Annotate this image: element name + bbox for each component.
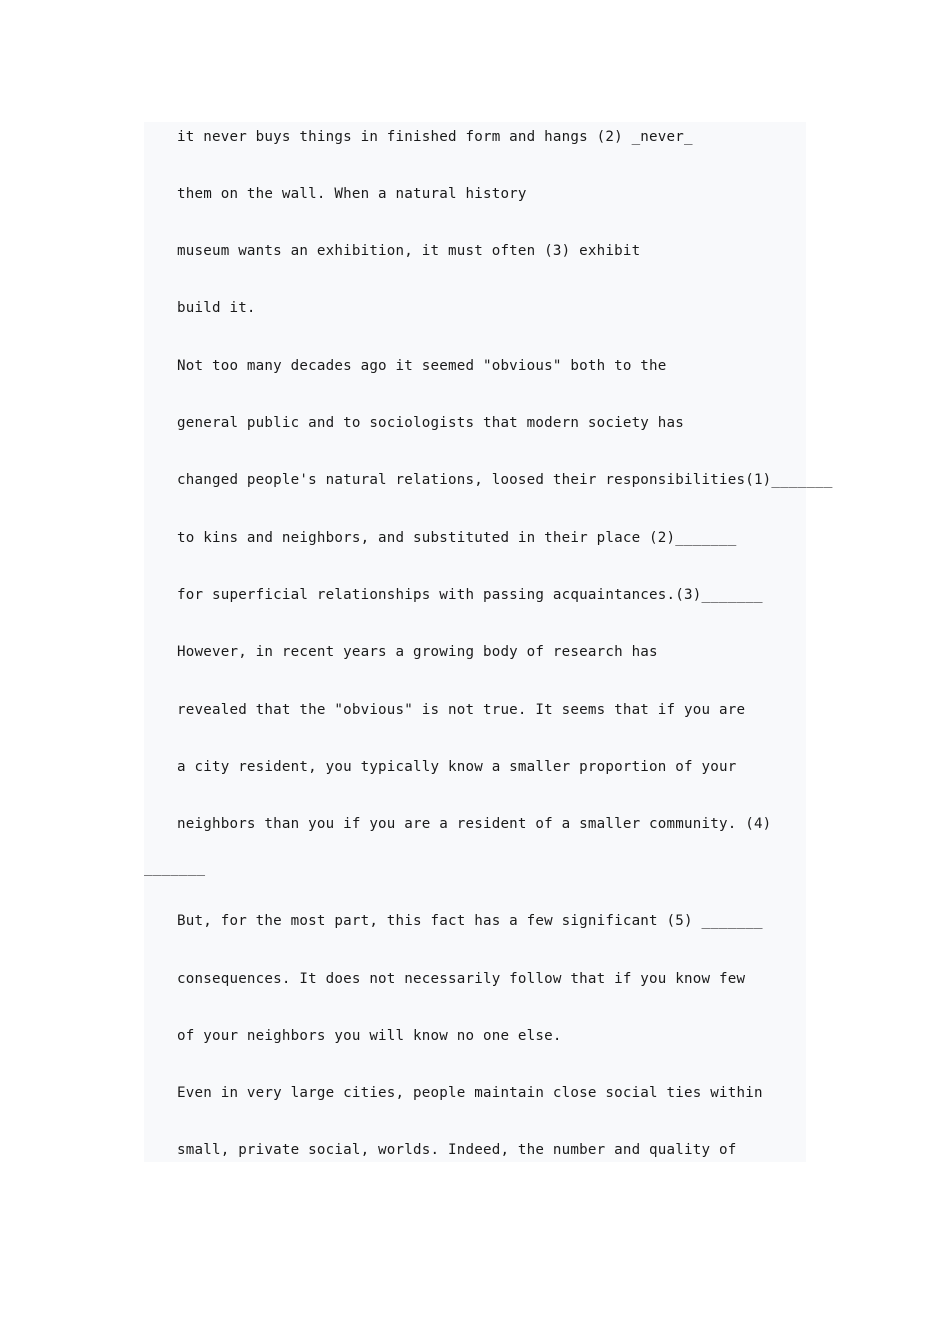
text-line: it never buys things in finished form and hangs (2) _never_ — [177, 129, 693, 145]
text-line: small, private social, worlds. Indeed, the number and quality of — [177, 1142, 737, 1158]
text-line: general public and to sociologists that modern society has — [177, 415, 685, 431]
text-line: revealed that the "obvious" is not true. It seems that if you are — [177, 702, 746, 718]
text-line: for superficial relationships with passing acquaintances.(3)_______ — [177, 587, 763, 603]
text-line: build it. — [177, 300, 256, 316]
text-line: However, in recent years a growing body of research has — [177, 644, 658, 660]
text-line: neighbors than you if you are a resident of a smaller community. (4) — [177, 816, 772, 832]
text-line: of your neighbors you will know no one else. — [177, 1028, 562, 1044]
text-line: Not too many decades ago it seemed "obvious" both to the — [177, 358, 667, 374]
text-line: to kins and neighbors, and substituted in their place (2)_______ — [177, 530, 737, 546]
text-line: them on the wall. When a natural history — [177, 186, 527, 202]
text-line: But, for the most part, this fact has a few significant (5) _______ — [177, 913, 763, 929]
text-line: museum wants an exhibition, it must often (3) exhibit — [177, 243, 641, 259]
text-line: changed people's natural relations, loosed their responsibilities(1)_______ — [177, 472, 833, 488]
text-line: consequences. It does not necessarily follow that if you know few — [177, 971, 746, 987]
text-line: Even in very large cities, people maintain close social ties within — [177, 1085, 763, 1101]
text-line: _______ — [144, 860, 206, 876]
text-line: a city resident, you typically know a smaller proportion of your — [177, 759, 737, 775]
